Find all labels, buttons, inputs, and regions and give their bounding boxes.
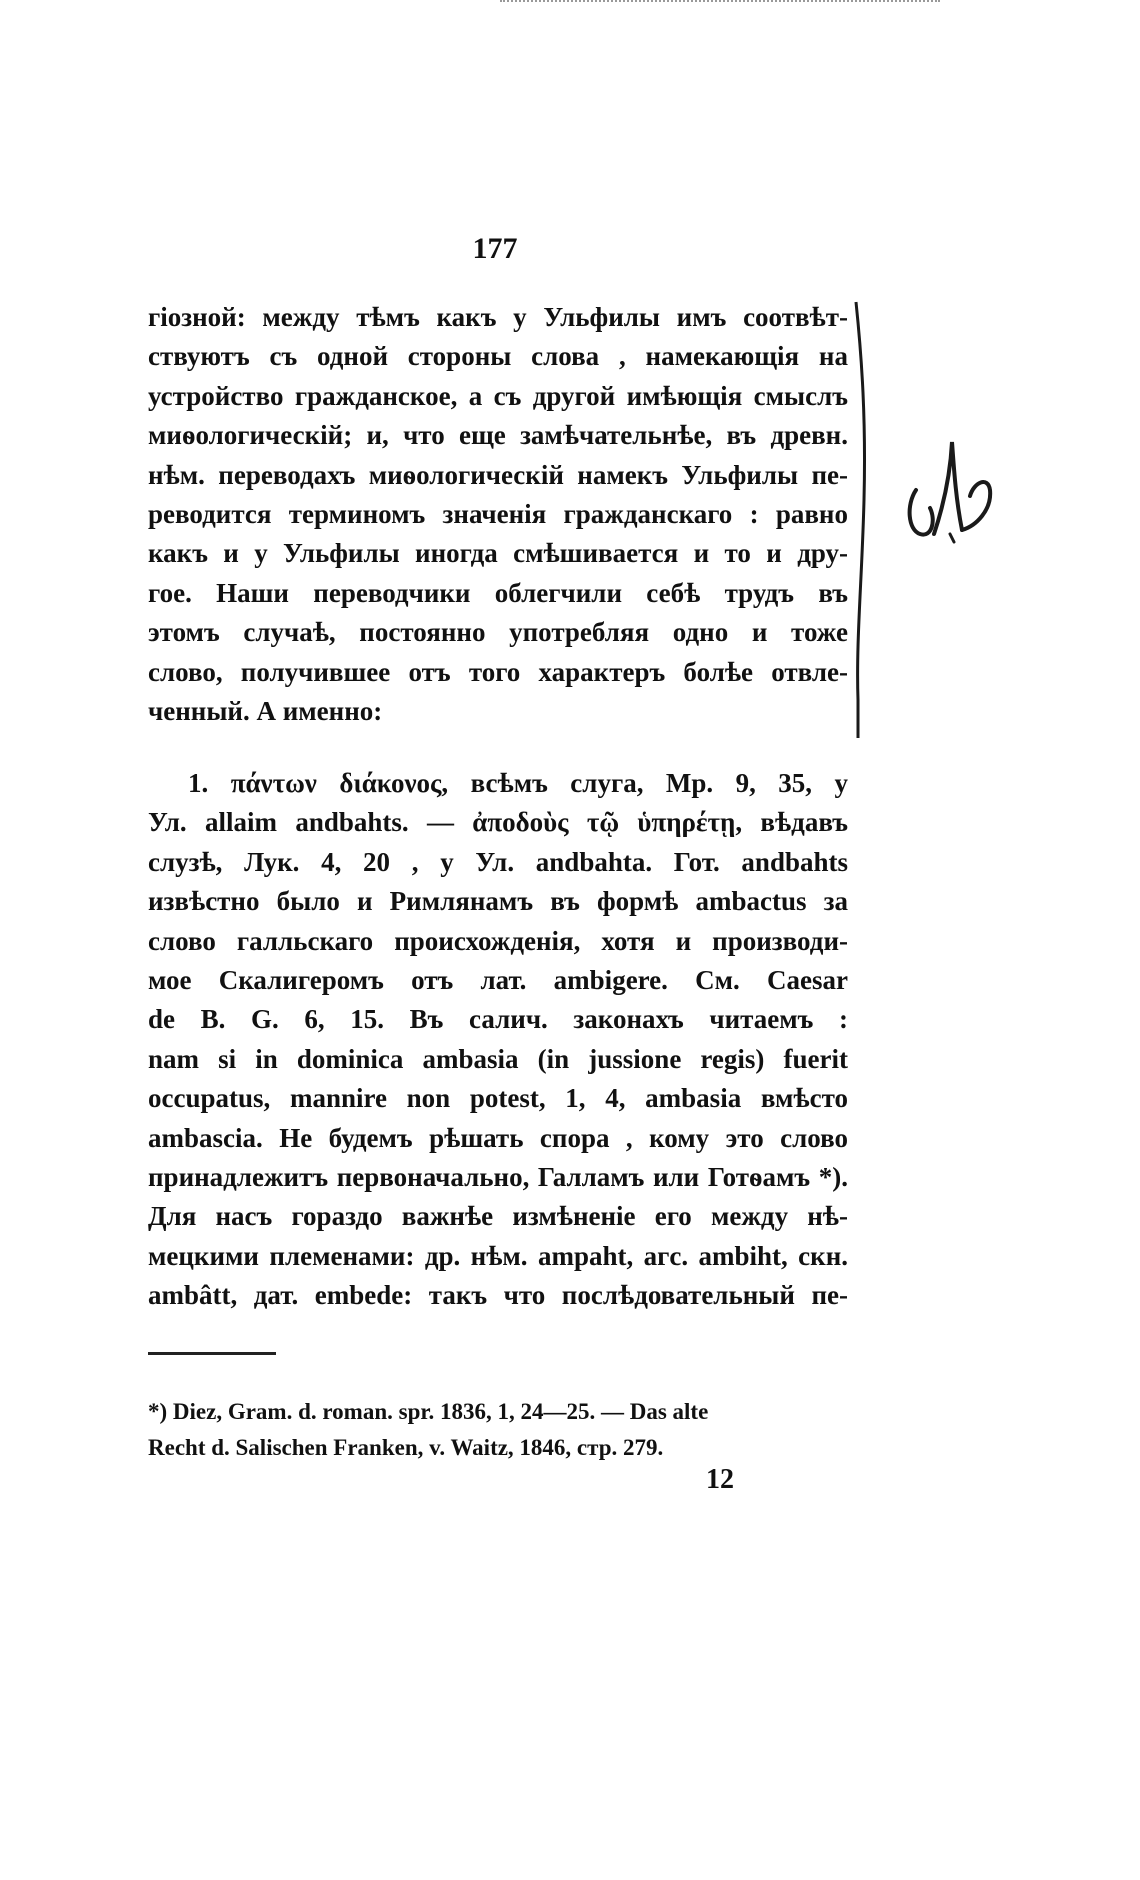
text-line: извѣстно было и Римлянамъ въ формѣ ambactus за <box>148 886 848 917</box>
text-line: Ул. allaim andbahts. — ἀποδοὺς τῷ ὑπηρέτῃ, вѣдавъ <box>148 807 848 838</box>
text-line: ченный. А именно: <box>148 696 383 727</box>
footnote-divider <box>148 1352 276 1355</box>
text-line: устройство гражданское, а съ другой имѣющія смыслъ <box>148 380 848 411</box>
text-line: ambascia. Не будемъ рѣшать спора , кому это слово <box>148 1122 848 1153</box>
handwritten-margin-note <box>898 430 998 570</box>
text-line: Для насъ гораздо важнѣе измѣненіе его между нѣ- <box>148 1201 848 1232</box>
top-edge-dotted-line <box>500 0 940 4</box>
text-line: слузѣ, Лук. 4, 20 , у Ул. andbahta. Гот. andbahts <box>148 846 848 877</box>
text-line: реводится терминомъ значенія гражданскаго : равно <box>148 499 848 530</box>
printer-signature-mark: 12 <box>706 1464 734 1495</box>
text-line: миѳологическій; и, что еще замѣчательнѣе, въ древн. <box>148 420 848 451</box>
text-line: гое. Наши переводчики облегчили себѣ трудъ въ <box>148 577 848 608</box>
paragraph-1 <box>148 298 848 731</box>
text-line: нѣм. переводахъ миѳологическій намекъ Ульфилы пе- <box>148 459 848 490</box>
text-line: ambâtt, дат. embede: такъ что послѣдовательный пе- <box>148 1280 848 1311</box>
footnote-line: *) Diez, Gram. d. roman. spr. 1836, 1, 24—25. — Das alte <box>148 1399 709 1424</box>
text-line: ствуютъ съ одной стороны слова , намекающія на <box>148 341 848 372</box>
text-line: de B. G. 6, 15. Въ салич. законахъ читаемъ : <box>148 1004 848 1035</box>
text-line: гіозной: между тѣмъ какъ у Ульфилы имъ соотвѣт- <box>148 302 848 332</box>
footnote-line: Recht d. Salischen Franken, v. Waitz, 1846, стр. 279. <box>148 1435 664 1460</box>
text-line: слово галльскаго происхожденія, хотя и производи- <box>148 925 848 956</box>
text-line: occupatus, mannire non potest, 1, 4, ambasia вмѣсто <box>148 1083 848 1114</box>
page-number: 177 <box>472 232 518 265</box>
margin-bracket-line <box>852 300 870 740</box>
text-line: мецкими племенами: др. нѣм. ampaht, агс. ambiht, скн. <box>148 1240 848 1271</box>
footnote <box>148 1394 848 1466</box>
text-line: nam si in dominica ambasia (in jussione regis) fuerit <box>148 1043 848 1074</box>
text-line: слово, получившее отъ того характеръ болѣе отвле- <box>148 656 848 687</box>
text-line: какъ и у Ульфилы иногда смѣшивается и то и дру- <box>148 538 848 569</box>
text-line: этомъ случаѣ, постоянно употребляя одно и тоже <box>148 617 848 648</box>
text-line: 1. πάντων διάκονος, всѣмъ слуга, Мр. 9, 35, у <box>188 768 848 798</box>
paragraph-2 <box>148 764 848 1316</box>
text-line: принадлежитъ первоначально, Галламъ или Готѳамъ *). <box>148 1162 848 1193</box>
text-line: мое Скалигеромъ отъ лат. ambigere. См. Caesar <box>148 965 848 996</box>
